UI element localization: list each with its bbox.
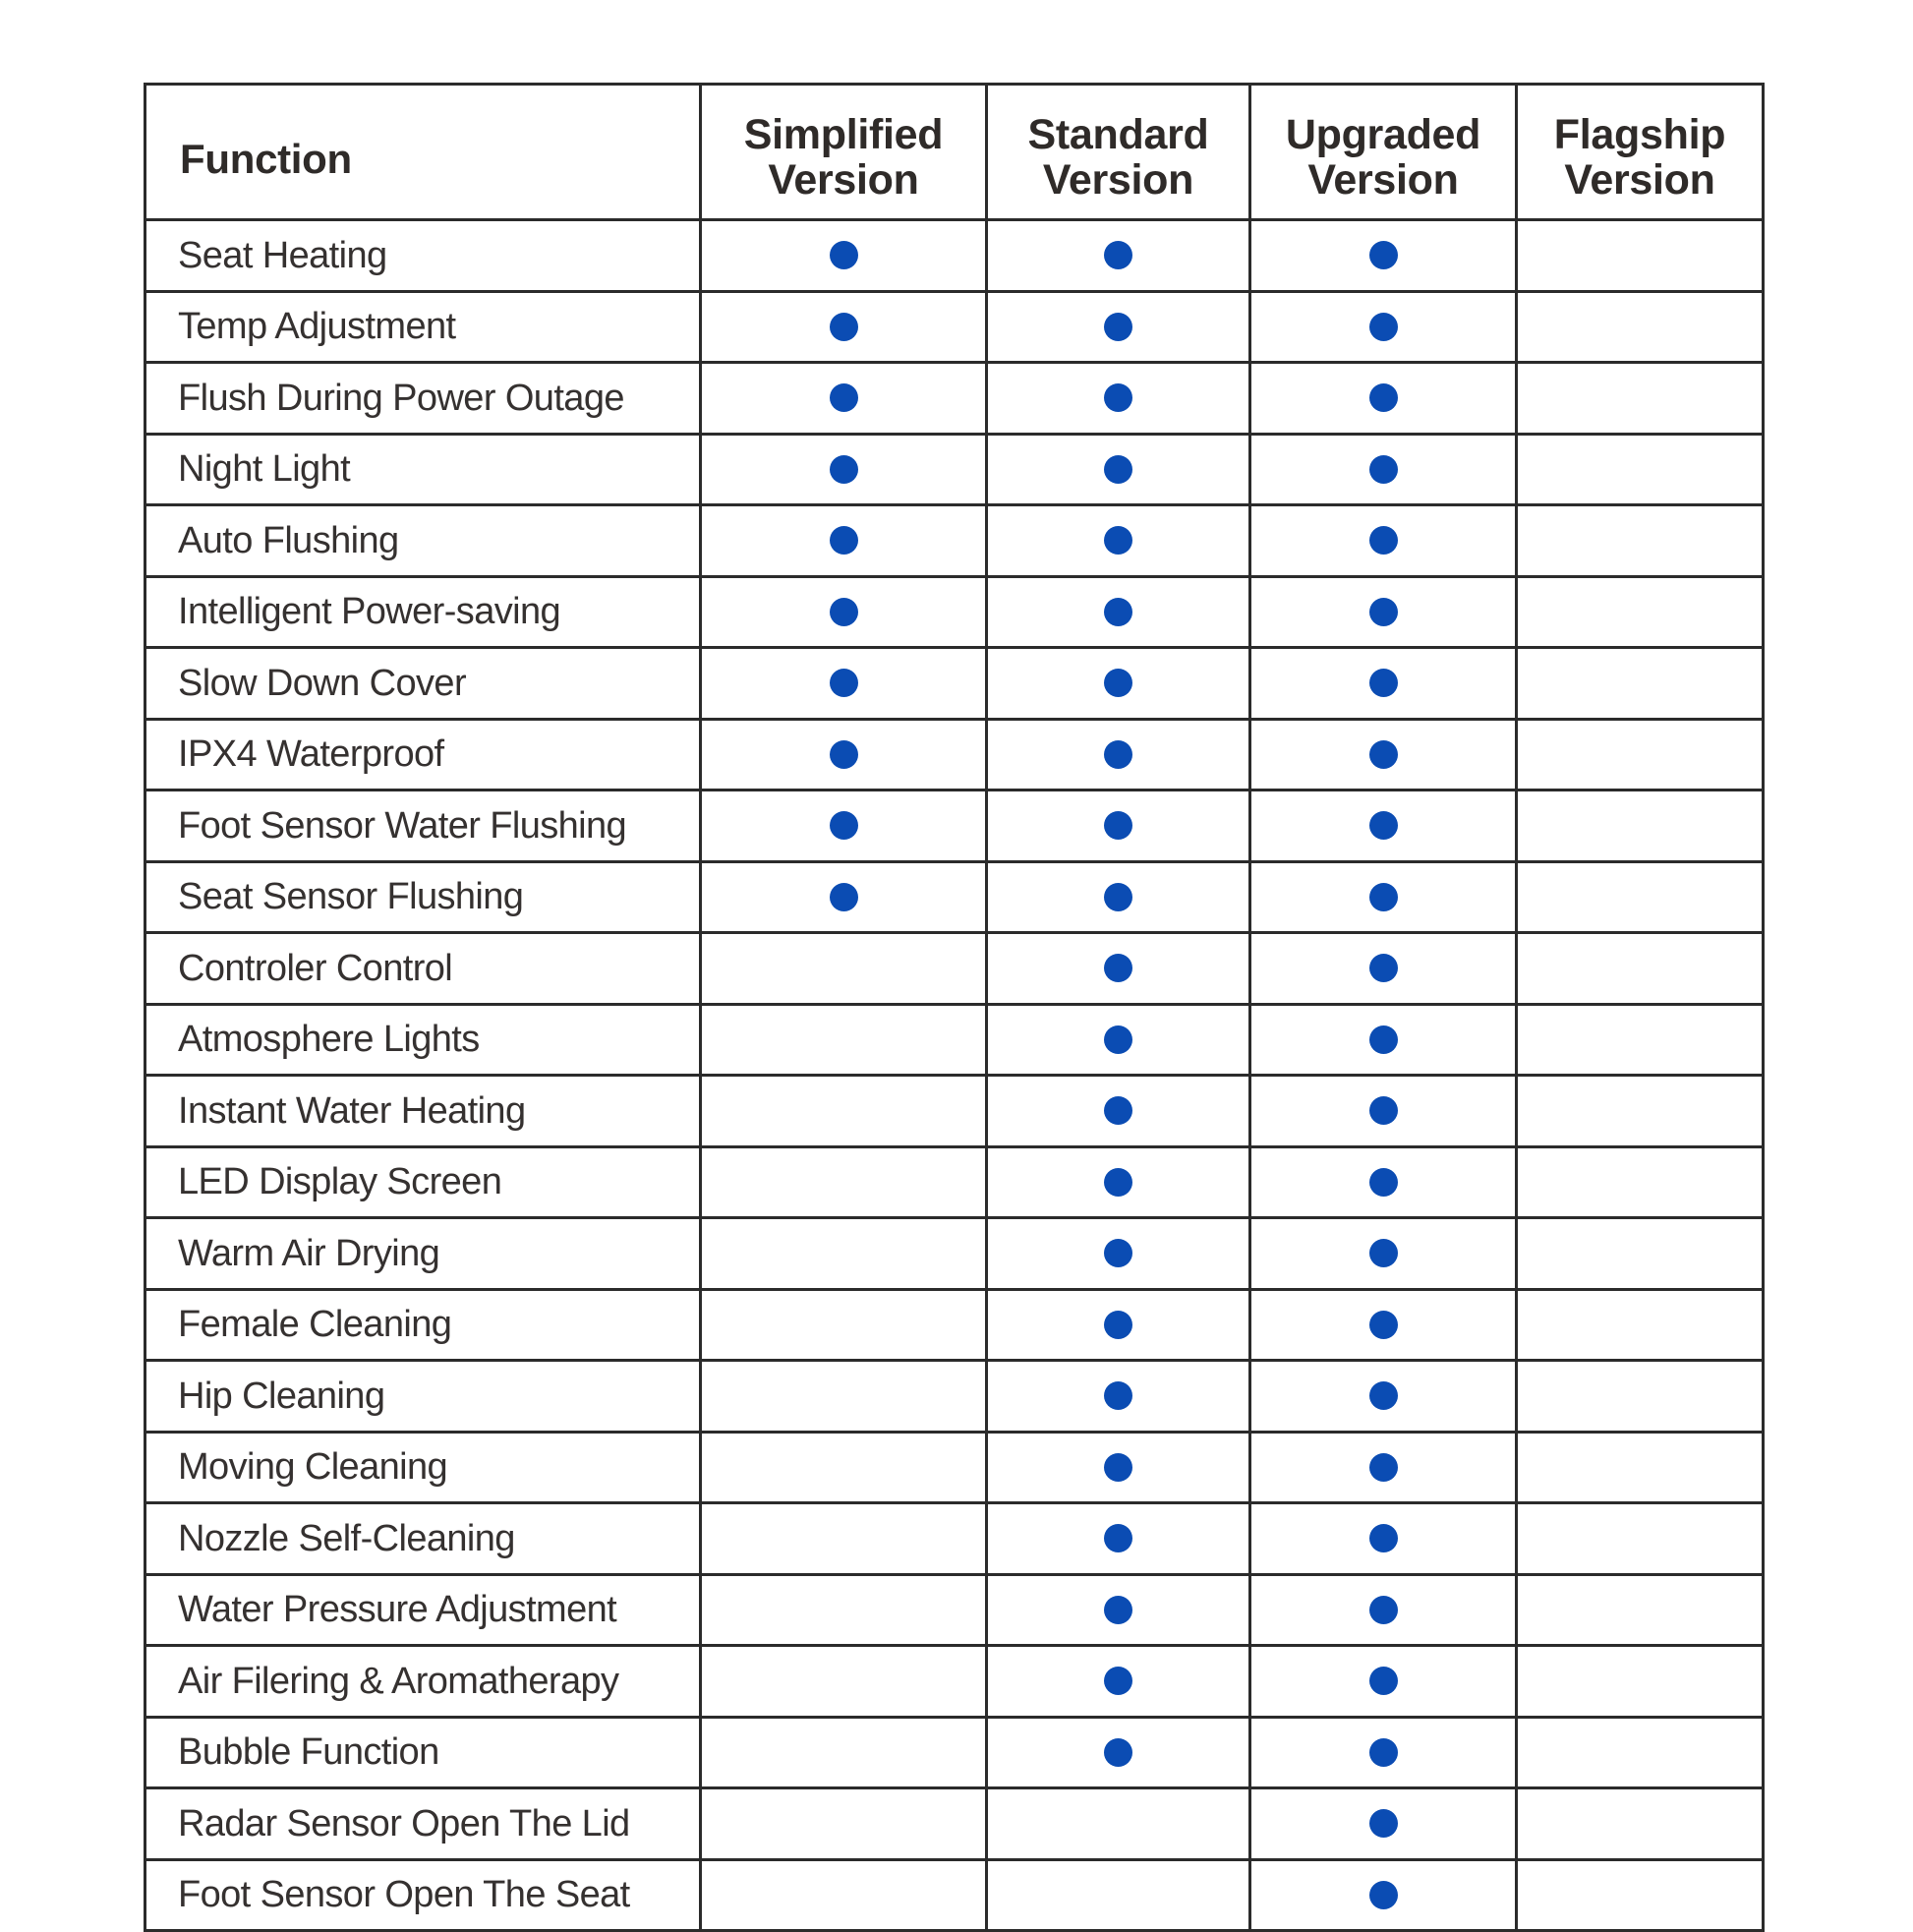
function-label: Radar Sensor Open The Lid <box>145 1788 701 1860</box>
feature-cell-upgraded <box>1250 790 1517 862</box>
function-label: Hip Cleaning <box>145 1361 701 1433</box>
feature-cell-standard <box>987 1004 1250 1076</box>
feature-dot-icon <box>1104 740 1132 769</box>
feature-cell-upgraded <box>1250 291 1517 363</box>
feature-cell-simplified <box>701 1503 987 1575</box>
feature-dot-icon <box>830 455 858 484</box>
table-body <box>145 220 1764 1931</box>
feature-cell-standard <box>987 1574 1250 1646</box>
feature-dot-icon <box>830 241 858 269</box>
feature-cell-simplified <box>701 1289 987 1361</box>
feature-cell-flagship <box>1517 1717 1764 1788</box>
function-label: Night Light <box>145 434 701 505</box>
table-row <box>145 1361 1764 1433</box>
table-row <box>145 220 1764 292</box>
function-label: IPX4 Waterproof <box>145 719 701 790</box>
table-row <box>145 1646 1764 1718</box>
feature-dot-icon <box>1369 526 1398 555</box>
feature-cell-simplified <box>701 1146 987 1218</box>
feature-cell-flagship <box>1517 434 1764 505</box>
feature-cell-standard <box>987 1859 1250 1931</box>
feature-dot-icon <box>1104 1381 1132 1410</box>
feature-dot-icon <box>1369 598 1398 626</box>
feature-dot-icon <box>1104 1596 1132 1624</box>
feature-cell-flagship <box>1517 719 1764 790</box>
feature-cell-simplified <box>701 291 987 363</box>
feature-cell-simplified <box>701 220 987 292</box>
feature-dot-icon <box>1369 241 1398 269</box>
feature-cell-simplified <box>701 719 987 790</box>
feature-cell-flagship <box>1517 1146 1764 1218</box>
feature-cell-flagship <box>1517 220 1764 292</box>
feature-dot-icon <box>1369 740 1398 769</box>
feature-cell-flagship <box>1517 933 1764 1005</box>
feature-cell-flagship <box>1517 1289 1764 1361</box>
feature-cell-flagship <box>1517 505 1764 577</box>
table-row <box>145 434 1764 505</box>
table-row <box>145 861 1764 933</box>
function-label: Seat Sensor Flushing <box>145 861 701 933</box>
feature-dot-icon <box>830 526 858 555</box>
function-label: LED Display Screen <box>145 1146 701 1218</box>
table-row <box>145 1432 1764 1503</box>
feature-cell-standard <box>987 933 1250 1005</box>
feature-comparison-table <box>144 83 1765 1932</box>
feature-cell-standard <box>987 434 1250 505</box>
feature-cell-flagship <box>1517 790 1764 862</box>
table-row <box>145 505 1764 577</box>
feature-dot-icon <box>1369 1096 1398 1125</box>
feature-dot-icon <box>1369 1025 1398 1054</box>
feature-cell-upgraded <box>1250 505 1517 577</box>
feature-cell-upgraded <box>1250 1574 1517 1646</box>
feature-dot-icon <box>1369 811 1398 840</box>
feature-cell-upgraded <box>1250 1432 1517 1503</box>
function-label: Auto Flushing <box>145 505 701 577</box>
feature-cell-flagship <box>1517 1788 1764 1860</box>
feature-cell-standard <box>987 648 1250 720</box>
function-label: Warm Air Drying <box>145 1218 701 1290</box>
feature-dot-icon <box>830 598 858 626</box>
table-row <box>145 1218 1764 1290</box>
feature-cell-upgraded <box>1250 220 1517 292</box>
feature-cell-flagship <box>1517 1574 1764 1646</box>
function-label: Slow Down Cover <box>145 648 701 720</box>
feature-dot-icon <box>1369 1168 1398 1197</box>
feature-dot-icon <box>1369 669 1398 697</box>
function-label: Nozzle Self-Cleaning <box>145 1503 701 1575</box>
feature-dot-icon <box>1369 1239 1398 1267</box>
feature-cell-standard <box>987 363 1250 435</box>
feature-cell-upgraded <box>1250 1004 1517 1076</box>
feature-cell-flagship <box>1517 1432 1764 1503</box>
feature-dot-icon <box>1369 1381 1398 1410</box>
feature-cell-upgraded <box>1250 719 1517 790</box>
feature-cell-simplified <box>701 505 987 577</box>
feature-cell-simplified <box>701 576 987 648</box>
feature-cell-upgraded <box>1250 1076 1517 1147</box>
column-header-upgraded-version: Upgraded Version <box>1250 85 1517 220</box>
feature-cell-simplified <box>701 1361 987 1433</box>
feature-cell-upgraded <box>1250 861 1517 933</box>
function-label: Instant Water Heating <box>145 1076 701 1147</box>
table-row <box>145 1146 1764 1218</box>
feature-dot-icon <box>830 740 858 769</box>
feature-cell-upgraded <box>1250 1646 1517 1718</box>
feature-cell-simplified <box>701 1574 987 1646</box>
header-row <box>145 85 1764 220</box>
feature-cell-flagship <box>1517 861 1764 933</box>
table-row <box>145 1076 1764 1147</box>
feature-dot-icon <box>1104 1239 1132 1267</box>
feature-dot-icon <box>1369 383 1398 412</box>
feature-dot-icon <box>830 313 858 341</box>
feature-cell-standard <box>987 505 1250 577</box>
feature-cell-standard <box>987 1432 1250 1503</box>
feature-cell-upgraded <box>1250 1146 1517 1218</box>
feature-dot-icon <box>1104 455 1132 484</box>
feature-dot-icon <box>1104 1311 1132 1339</box>
feature-cell-upgraded <box>1250 1503 1517 1575</box>
feature-dot-icon <box>1369 1738 1398 1767</box>
function-label: Air Filering & Aromatherapy <box>145 1646 701 1718</box>
function-label: Bubble Function <box>145 1717 701 1788</box>
feature-dot-icon <box>830 811 858 840</box>
feature-cell-upgraded <box>1250 1717 1517 1788</box>
feature-dot-icon <box>1104 1453 1132 1482</box>
feature-cell-standard <box>987 1788 1250 1860</box>
table-row <box>145 291 1764 363</box>
feature-cell-upgraded <box>1250 576 1517 648</box>
feature-dot-icon <box>1369 883 1398 911</box>
feature-cell-upgraded <box>1250 1788 1517 1860</box>
feature-cell-simplified <box>701 1717 987 1788</box>
feature-cell-standard <box>987 1289 1250 1361</box>
feature-dot-icon <box>1104 1524 1132 1552</box>
feature-dot-icon <box>1104 1667 1132 1695</box>
feature-cell-flagship <box>1517 1646 1764 1718</box>
feature-cell-simplified <box>701 1432 987 1503</box>
table-row <box>145 1717 1764 1788</box>
feature-dot-icon <box>1104 598 1132 626</box>
feature-dot-icon <box>1369 455 1398 484</box>
feature-cell-simplified <box>701 1646 987 1718</box>
feature-dot-icon <box>1104 1738 1132 1767</box>
feature-cell-standard <box>987 790 1250 862</box>
feature-dot-icon <box>1104 383 1132 412</box>
feature-cell-simplified <box>701 1788 987 1860</box>
feature-cell-standard <box>987 1646 1250 1718</box>
table-row <box>145 576 1764 648</box>
table-row <box>145 1859 1764 1931</box>
feature-cell-upgraded <box>1250 933 1517 1005</box>
feature-cell-flagship <box>1517 648 1764 720</box>
column-header-function: Function <box>145 85 701 220</box>
feature-dot-icon <box>1104 526 1132 555</box>
feature-cell-upgraded <box>1250 434 1517 505</box>
function-label: Temp Adjustment <box>145 291 701 363</box>
feature-dot-icon <box>1369 1809 1398 1838</box>
table-row <box>145 1004 1764 1076</box>
feature-cell-standard <box>987 1146 1250 1218</box>
table-row <box>145 1289 1764 1361</box>
feature-cell-standard <box>987 861 1250 933</box>
feature-cell-upgraded <box>1250 1289 1517 1361</box>
feature-cell-upgraded <box>1250 1361 1517 1433</box>
feature-dot-icon <box>1104 313 1132 341</box>
feature-dot-icon <box>1104 241 1132 269</box>
feature-dot-icon <box>1104 954 1132 982</box>
feature-dot-icon <box>1369 1524 1398 1552</box>
feature-cell-standard <box>987 220 1250 292</box>
table-row <box>145 1503 1764 1575</box>
feature-cell-flagship <box>1517 1218 1764 1290</box>
feature-cell-standard <box>987 1503 1250 1575</box>
feature-cell-flagship <box>1517 1361 1764 1433</box>
feature-cell-standard <box>987 1361 1250 1433</box>
table-row <box>145 363 1764 435</box>
feature-cell-simplified <box>701 363 987 435</box>
feature-cell-standard <box>987 576 1250 648</box>
feature-cell-standard <box>987 1076 1250 1147</box>
feature-cell-simplified <box>701 1004 987 1076</box>
feature-cell-simplified <box>701 1076 987 1147</box>
feature-cell-flagship <box>1517 1859 1764 1931</box>
column-header-flagship-version: Flagship Version <box>1517 85 1764 220</box>
feature-dot-icon <box>1369 954 1398 982</box>
function-label: Atmosphere Lights <box>145 1004 701 1076</box>
feature-dot-icon <box>1104 883 1132 911</box>
feature-cell-flagship <box>1517 1076 1764 1147</box>
feature-cell-upgraded <box>1250 363 1517 435</box>
feature-dot-icon <box>1104 811 1132 840</box>
feature-dot-icon <box>1369 1881 1398 1909</box>
table-row <box>145 648 1764 720</box>
feature-dot-icon <box>1369 313 1398 341</box>
feature-cell-upgraded <box>1250 1859 1517 1931</box>
feature-cell-flagship <box>1517 576 1764 648</box>
feature-cell-flagship <box>1517 1004 1764 1076</box>
feature-dot-icon <box>1369 1453 1398 1482</box>
feature-cell-flagship <box>1517 1503 1764 1575</box>
function-label: Moving Cleaning <box>145 1432 701 1503</box>
feature-cell-simplified <box>701 790 987 862</box>
feature-dot-icon <box>1104 1025 1132 1054</box>
feature-cell-flagship <box>1517 291 1764 363</box>
feature-cell-standard <box>987 1717 1250 1788</box>
function-label: Controler Control <box>145 933 701 1005</box>
feature-cell-simplified <box>701 933 987 1005</box>
table-row <box>145 933 1764 1005</box>
function-label: Flush During Power Outage <box>145 363 701 435</box>
function-label: Water Pressure Adjustment <box>145 1574 701 1646</box>
function-label: Female Cleaning <box>145 1289 701 1361</box>
table-row <box>145 790 1764 862</box>
feature-dot-icon <box>1104 669 1132 697</box>
feature-cell-standard <box>987 1218 1250 1290</box>
function-label: Foot Sensor Open The Seat <box>145 1859 701 1931</box>
feature-dot-icon <box>1104 1096 1132 1125</box>
feature-cell-simplified <box>701 434 987 505</box>
feature-cell-simplified <box>701 1218 987 1290</box>
feature-cell-standard <box>987 291 1250 363</box>
column-header-standard-version: Standard Version <box>987 85 1250 220</box>
feature-dot-icon <box>1104 1168 1132 1197</box>
feature-cell-flagship <box>1517 363 1764 435</box>
feature-cell-upgraded <box>1250 648 1517 720</box>
feature-dot-icon <box>1369 1311 1398 1339</box>
table-row <box>145 1788 1764 1860</box>
feature-dot-icon <box>1369 1667 1398 1695</box>
table-row <box>145 1574 1764 1646</box>
feature-dot-icon <box>1369 1596 1398 1624</box>
function-label: Intelligent Power-saving <box>145 576 701 648</box>
function-label: Seat Heating <box>145 220 701 292</box>
column-header-simplified-version: Simplified Version <box>701 85 987 220</box>
feature-dot-icon <box>830 669 858 697</box>
feature-dot-icon <box>830 383 858 412</box>
feature-dot-icon <box>830 883 858 911</box>
feature-cell-simplified <box>701 648 987 720</box>
feature-cell-standard <box>987 719 1250 790</box>
feature-cell-upgraded <box>1250 1218 1517 1290</box>
feature-cell-simplified <box>701 1859 987 1931</box>
feature-cell-simplified <box>701 861 987 933</box>
function-label: Foot Sensor Water Flushing <box>145 790 701 862</box>
table-row <box>145 719 1764 790</box>
